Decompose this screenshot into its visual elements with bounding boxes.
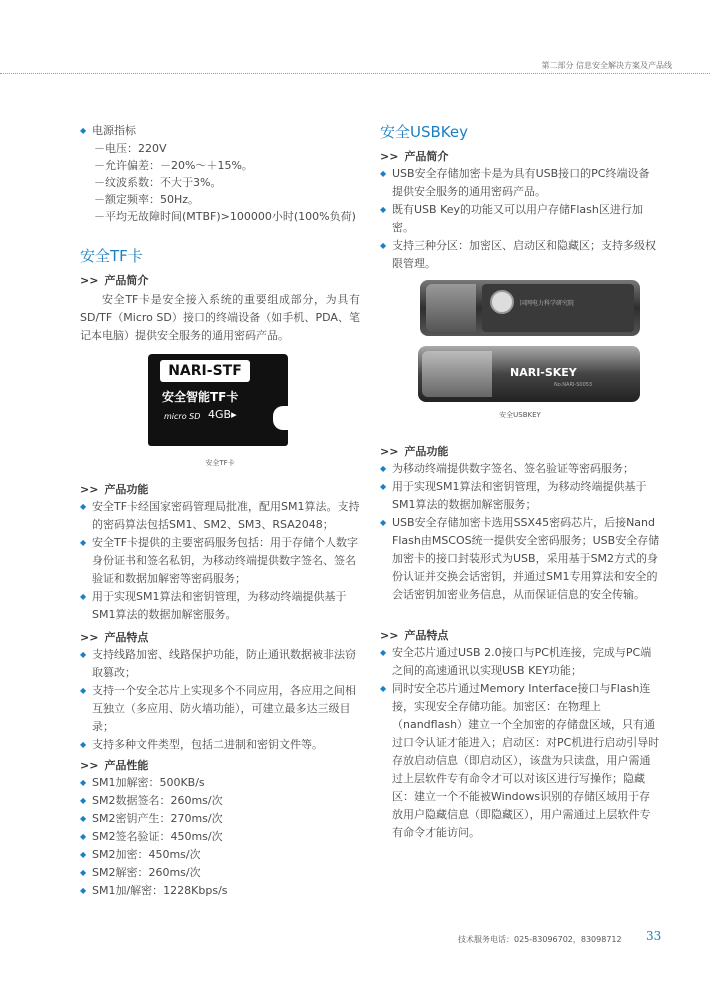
tf-card-notch bbox=[273, 406, 289, 430]
tf-card-micro-logo: micro SD bbox=[164, 412, 201, 421]
usbkey-model: No.NARI-S0053 bbox=[554, 382, 593, 388]
usb-feat-block bbox=[380, 628, 660, 842]
usb-feat-item: ◆ 同时安全芯片通过Memory Interface接口与Flash连接，实现安全存储功能。加密区：在物理上（nandflash）建立一个全加密的存储盘区域，只有通过口令认证才能进入；启动区：对PC机进行启动引导时存放启动信息（即启动区），该盘为只读盘，用户需通过上层软件专有命令才可以对该区进行写操作；隐藏区：建立一个不能被Windows识别的存储区域用于存放用户隐藏信息（即隐藏区），用户需通过上层软件专有命令才能访问。 bbox=[380, 680, 660, 842]
tf-feat-item: ◆ 支持一个安全芯片上实现多个不同应用，各应用之间相互独立（多应用、防火墙功能），可建立最多达三级目录； bbox=[80, 682, 360, 736]
tf-perf-item: ◆ SM1加解密：500KB/s bbox=[80, 774, 360, 792]
tf-card-title: 安全智能TF卡 bbox=[162, 390, 239, 404]
header-text: 第二部分 信息安全解决方案及产品线 bbox=[541, 61, 672, 70]
tf-section-title: 安全TF卡 bbox=[80, 247, 143, 265]
usb-func-heading: >> 产品功能 bbox=[380, 445, 449, 458]
tf-card-label: NARI-STF bbox=[160, 360, 250, 382]
tf-feat-heading: >> 产品特点 bbox=[80, 631, 149, 644]
tf-perf-item: ◆ SM2密钥产生：270ms/次 bbox=[80, 810, 360, 828]
header-rule bbox=[0, 73, 710, 74]
tf-func-item: ◆ 用于实现SM1算法和密钥管理，为移动终端提供基于SM1算法的数据加解密服务。 bbox=[80, 588, 360, 624]
footer-service-phone: 技术服务电话：025-83096702，83098712 bbox=[458, 935, 622, 944]
tf-perf-item: ◆ SM2解密：260ms/次 bbox=[80, 864, 360, 882]
usbkey-image-bottom bbox=[418, 346, 640, 402]
usb-func-item: ◆ 为移动终端提供数字签名、签名验证等密码服务； bbox=[380, 460, 660, 478]
tf-intro-text: 安全TF卡是安全接入系统的重要组成部分，为具有SD/TF（Micro SD）接口的终端设备（如手机、PDA、笔记本电脑）提供安全服务的通用密码产品。 bbox=[80, 293, 360, 342]
tf-perf-item: ◆ SM1加/解密：1228Kbps/s bbox=[80, 882, 360, 900]
power-spec-title: ◆ 电源指标 bbox=[80, 122, 360, 140]
usbkey-cap bbox=[426, 284, 476, 332]
tf-func-item: ◆ 安全TF卡提供的主要密码服务包括：用于存储个人数字身份证书和签名私钥，为移动终端提供数字签名、签名验证和数据加解密等密码服务； bbox=[80, 534, 360, 588]
usb-intro-item: ◆ USB安全存储加密卡是为具有USB接口的PC终端设备提供安全服务的通用密码产品。 bbox=[380, 165, 660, 201]
tf-feat-item: ◆ 支持线路加密、线路保护功能，防止通讯数据被非法窃取篡改； bbox=[80, 646, 360, 682]
usb-section-title: 安全USBKey bbox=[380, 123, 468, 141]
usb-feat-heading: >> 产品特点 bbox=[380, 629, 449, 642]
tf-caption: 安全TF卡 bbox=[205, 459, 235, 467]
tf-func-heading: >> 产品功能 bbox=[80, 483, 149, 496]
page-number: 33 bbox=[646, 929, 662, 943]
usb-func-item: ◆ 用于实现SM1算法和密钥管理，为移动终端提供基于SM1算法的数据加解密服务； bbox=[380, 478, 660, 514]
tf-card-size: 4GB▸ bbox=[208, 408, 237, 421]
power-item: －电压：220V bbox=[94, 142, 167, 155]
tf-func-item: ◆ 安全TF卡经国家密码管理局批准，配用SM1算法。支持的密码算法包括SM1、SM2、SM3、RSA2048； bbox=[80, 498, 360, 534]
power-item: －允许偏差：－20%～＋15%。 bbox=[94, 159, 253, 172]
usb-intro-item: ◆ 支持三种分区：加密区、启动区和隐藏区；支持多级权限管理。 bbox=[380, 237, 660, 273]
tf-perf-item: ◆ SM2数据签名：260ms/次 bbox=[80, 792, 360, 810]
tf-feat-item: ◆ 支持多种文件类型，包括二进制和密钥文件等。 bbox=[80, 736, 360, 754]
usbkey-brand-text: 国网电力科学研究院 bbox=[520, 300, 575, 307]
power-item: －平均无故障时间(MTBF)>100000小时(100%负荷) bbox=[94, 210, 356, 223]
usbkey-brand: NARI-SKEY bbox=[510, 366, 577, 379]
usbkey-cap bbox=[422, 351, 492, 397]
tf-perf-item: ◆ SM2签名验证：450ms/次 bbox=[80, 828, 360, 846]
tf-card-image bbox=[148, 354, 288, 446]
usbkey-caption: 安全USBKEY bbox=[499, 411, 541, 419]
nari-logo-icon bbox=[490, 290, 514, 314]
usbkey-image-top bbox=[420, 280, 640, 336]
usb-func-block bbox=[380, 444, 660, 604]
usb-intro-item: ◆ 既有USB Key的功能又可以用户存储Flash区进行加密。 bbox=[380, 201, 660, 237]
power-item: －额定频率：50Hz。 bbox=[94, 193, 200, 206]
usb-intro-heading: >> 产品简介 bbox=[380, 150, 449, 163]
usb-feat-item: ◆ 安全芯片通过USB 2.0接口与PC机连接，完成与PC端之间的高速通讯以实现USB KEY功能； bbox=[380, 644, 660, 680]
tf-intro-heading: >> 产品简介 bbox=[80, 274, 149, 287]
power-item: －纹波系数：不大于3%。 bbox=[94, 176, 222, 189]
tf-perf-item: ◆ SM2加密：450ms/次 bbox=[80, 846, 360, 864]
usb-func-item: ◆ USB安全存储加密卡选用SSX45密码芯片，后接Nand Flash由MSCOS统一提供安全密码服务；USB安全存储加密卡的接口封装形式为USB，采用基于SM2方式的身份认证并交换会话密钥，并通过SM1专用算法和安全的会话密钥加密业务信息，从而保证信息的安全传输。 bbox=[380, 514, 660, 604]
tf-perf-heading: >> 产品性能 bbox=[80, 759, 149, 772]
